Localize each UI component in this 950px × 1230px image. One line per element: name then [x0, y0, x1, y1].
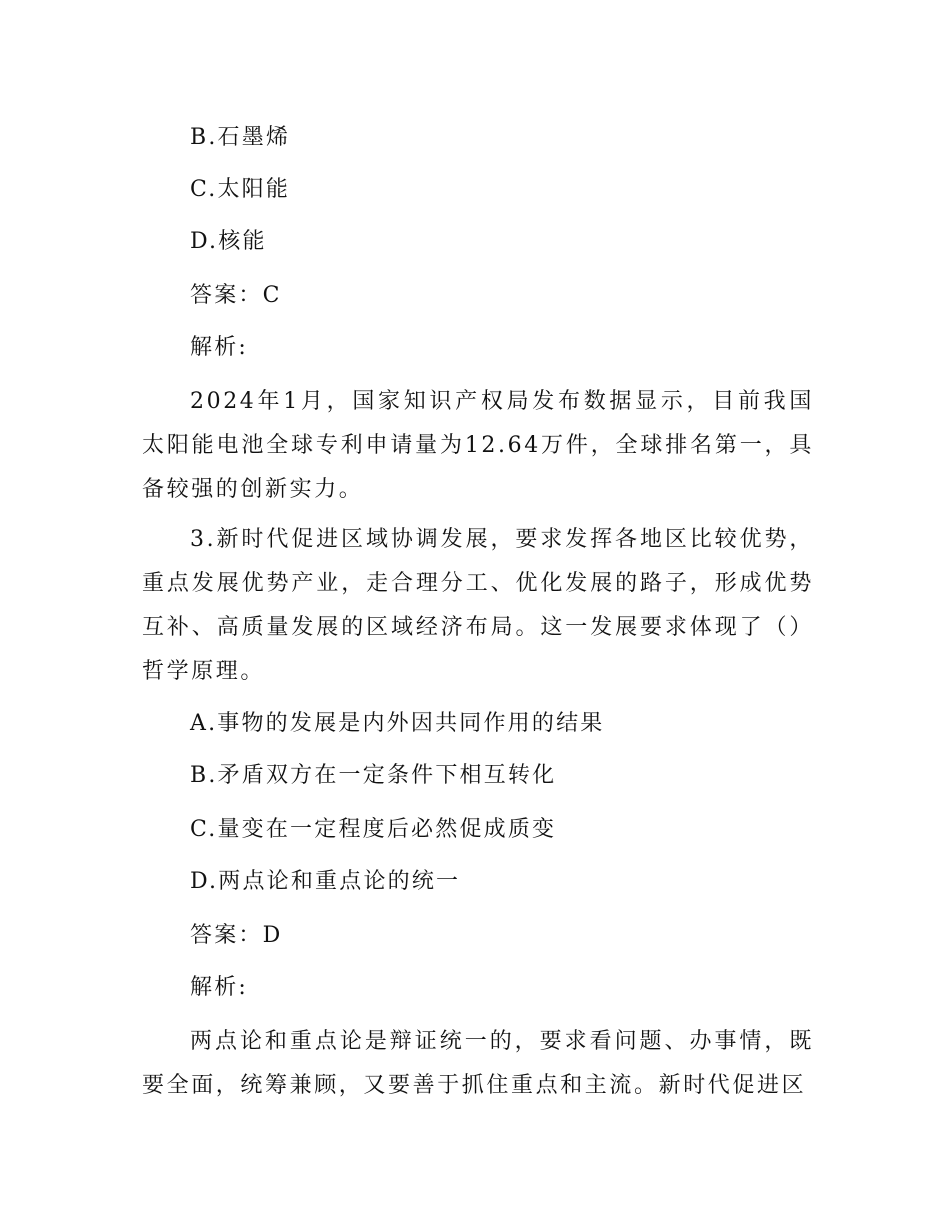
q2-option-c: C.太阳能 [190, 177, 291, 202]
q2-option-d: D.核能 [190, 229, 267, 254]
q2-answer: 答案：C [190, 283, 282, 308]
q3-analysis-label: 解析: [190, 975, 249, 1000]
q2-analysis-text: 2024年1月，国家知识产权局发布数据显示，目前我国太阳能电池全球专利申请量为12.64万件，全球排名第一，具备较强的创新实力。 [142, 389, 814, 502]
q3-option-a: A.事物的发展是内外因共同作用的结果 [190, 711, 605, 736]
q3-option-d: D.两点论和重点论的统一 [190, 869, 461, 894]
q3-answer: 答案：D [190, 923, 283, 948]
q3-question: 3.新时代促进区域协调发展，要求发挥各地区比较优势，重点发展优势产业，走合理分工、优化发展的路子，形成优势互补、高质量发展的区域经济布局。这一发展要求体现了（）哲学原理。 [142, 527, 814, 684]
q2-analysis-label: 解析: [190, 335, 249, 360]
q3-analysis-text: 两点论和重点论是辩证统一的，要求看问题、办事情，既要全面，统筹兼顾，又要善于抓住重点和主流。新时代促进区 [142, 1029, 814, 1098]
q3-option-c: C.量变在一定程度后必然促成质变 [190, 817, 557, 842]
q2-option-b: B.石墨烯 [190, 125, 291, 150]
q3-option-b: B.矛盾双方在一定条件下相互转化 [190, 763, 557, 788]
